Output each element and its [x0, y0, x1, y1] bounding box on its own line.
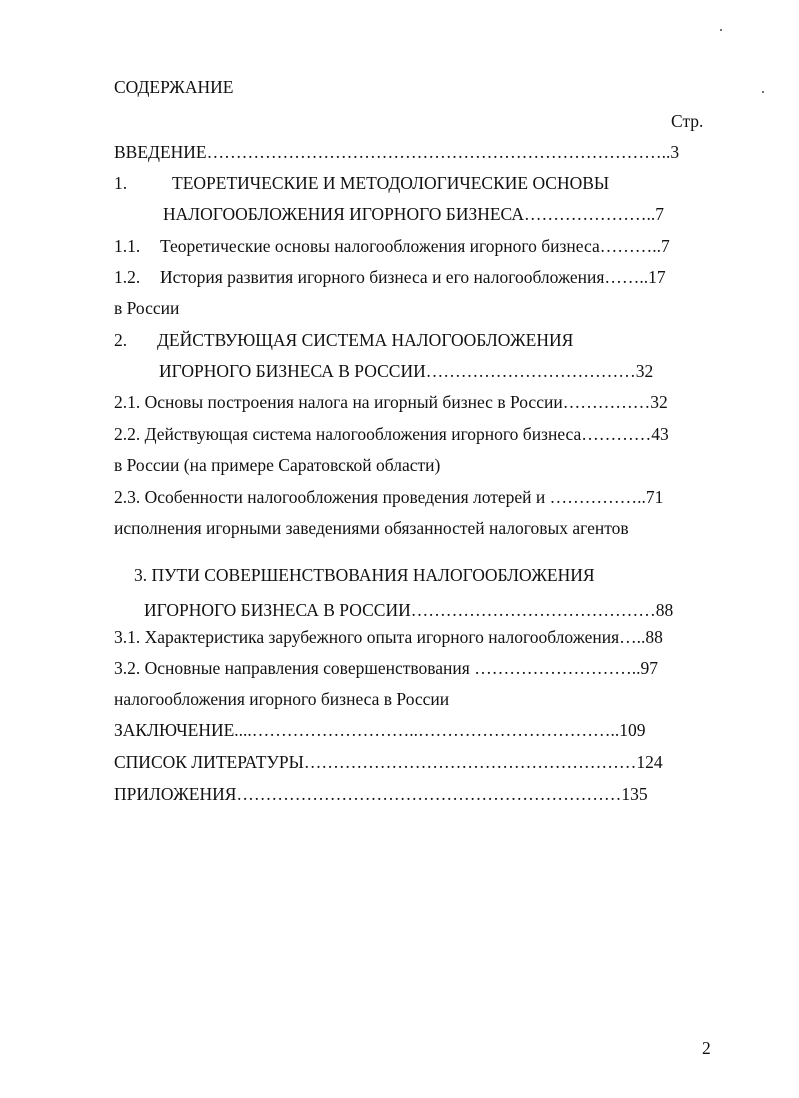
- toc-section-1-2-cont: в России: [114, 298, 180, 318]
- toc-section-1-2-number: 1.2.: [114, 267, 141, 287]
- toc-section-2-2: 2.2. Действующая система налогообложения игорного бизнеса…………43: [114, 424, 669, 444]
- toc-section-2-3: 2.3. Особенности налогообложения проведения лотерей и ……………..71: [114, 487, 664, 507]
- toc-section-2-1: 2.1. Основы построения налога на игорный бизнес в России……………32: [114, 392, 668, 412]
- page-number: 2: [702, 1038, 711, 1058]
- toc-section-2-title-cont: ИГОРНОГО БИЗНЕСА В РОССИИ………………………………32: [159, 361, 654, 381]
- toc-entry-references: СПИСОК ЛИТЕРАТУРЫ…………………………………………………124: [114, 752, 663, 772]
- toc-section-2-2-cont: в России (на примере Саратовской области): [114, 455, 441, 475]
- toc-entry-intro: ВВЕДЕНИЕ……………………………………………………………………..3: [114, 142, 680, 162]
- toc-section-3-2-cont: налогообложения игорного бизнеса в России: [114, 689, 450, 709]
- scan-speck: [762, 91, 764, 93]
- toc-section-3-title: 3. ПУТИ СОВЕРШЕНСТВОВАНИЯ НАЛОГООБЛОЖЕНИЯ: [134, 565, 595, 585]
- toc-section-1-title-cont: НАЛОГООБЛОЖЕНИЯ ИГОРНОГО БИЗНЕСА…………………..7: [163, 204, 664, 224]
- toc-title: СОДЕРЖАНИЕ: [114, 77, 234, 97]
- toc-section-1-title: ТЕОРЕТИЧЕСКИЕ И МЕТОДОЛОГИЧЕСКИЕ ОСНОВЫ: [172, 173, 610, 193]
- toc-entry-appendices: ПРИЛОЖЕНИЯ…………………………………………………………135: [114, 784, 648, 804]
- scan-speck: [720, 29, 722, 31]
- page-column-label: Стр.: [671, 111, 704, 131]
- toc-entry-conclusion: ЗАКЛЮЧЕНИЕ....………………………..……………………………..109: [114, 720, 646, 740]
- toc-section-3-title-cont: ИГОРНОГО БИЗНЕСА В РОССИИ……………………………………88: [144, 600, 674, 620]
- toc-section-1-number: 1.: [114, 173, 128, 193]
- toc-section-2-number: 2.: [114, 330, 128, 350]
- toc-section-2-3-cont: исполнения игорными заведениями обязанностей налоговых агентов: [114, 518, 629, 538]
- toc-section-3-1: 3.1. Характеристика зарубежного опыта игорного налогообложения…..88: [114, 627, 663, 647]
- toc-section-1-1-number: 1.1.: [114, 236, 141, 256]
- toc-section-1-2: История развития игорного бизнеса и его налогообложения……..17: [160, 267, 666, 287]
- toc-section-3-2: 3.2. Основные направления совершенствования ………………………..97: [114, 658, 658, 678]
- toc-section-2-title: ДЕЙСТВУЮЩАЯ СИСТЕМА НАЛОГООБЛОЖЕНИЯ: [157, 330, 574, 350]
- toc-section-1-1: Теоретические основы налогообложения игорного бизнеса………..7: [160, 236, 670, 256]
